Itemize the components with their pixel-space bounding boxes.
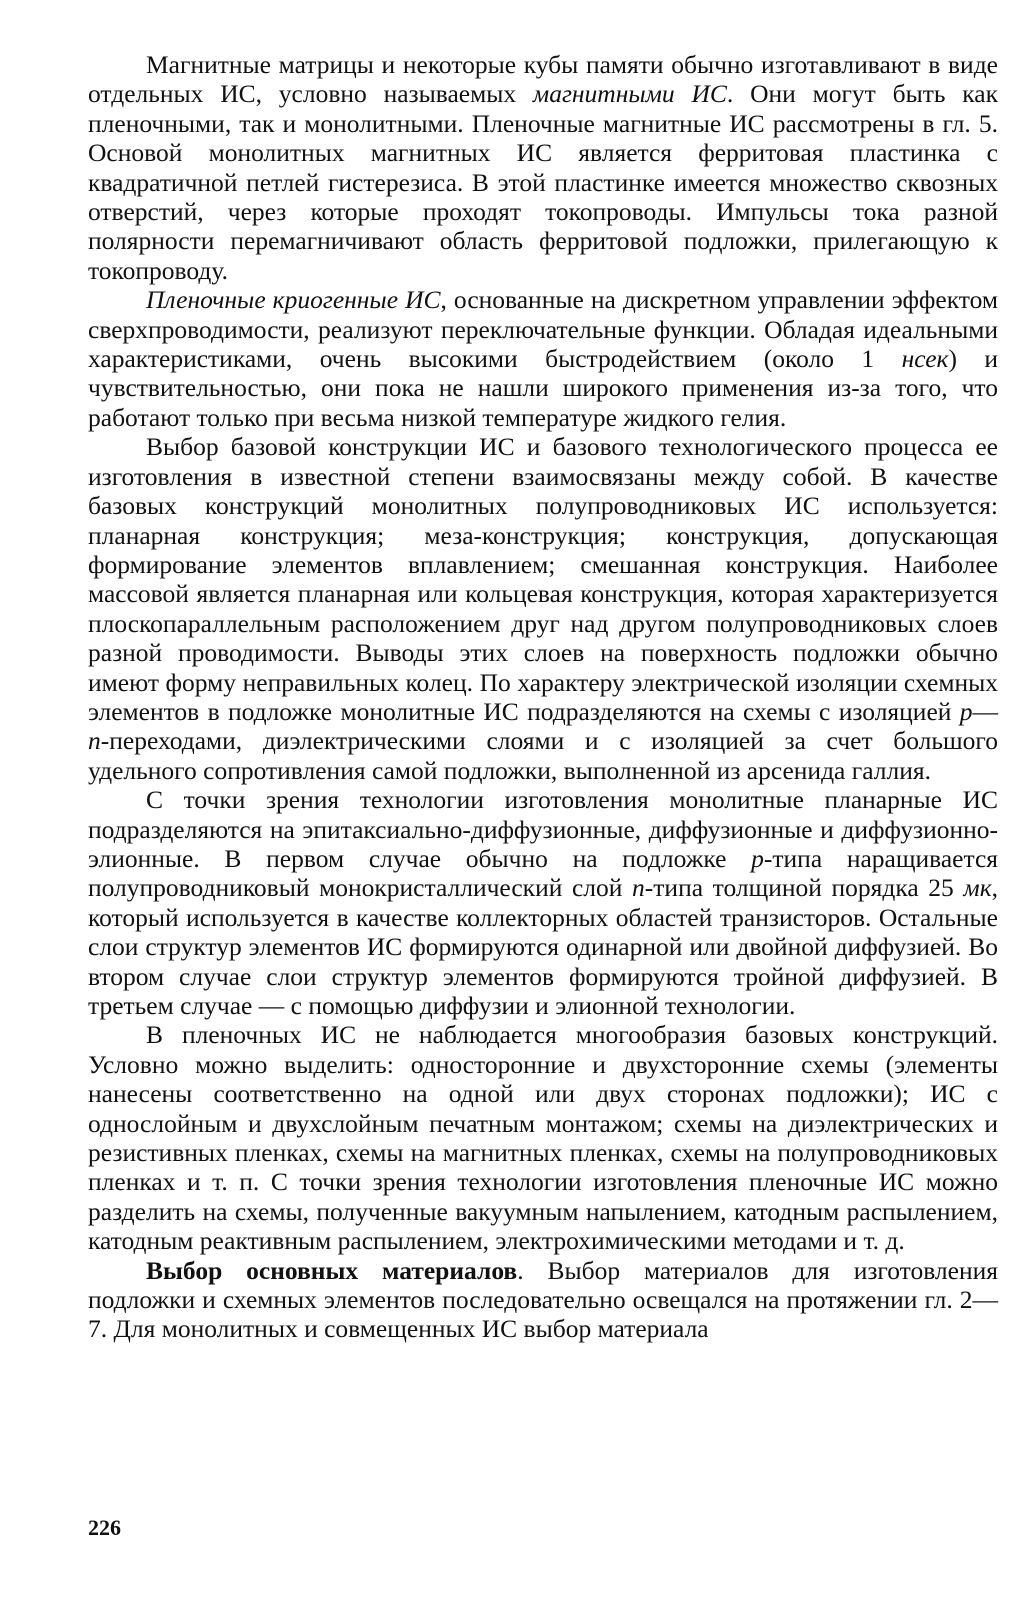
text-run: С точки зрения технологии изготовления монолитные планарные ИС подразделяются на эпитаксиально-диффузионные, диффузионные и диффузионно-элионные. В первом случае обычно на подложке xyxy=(88,785,998,873)
italic-run: n xyxy=(88,726,101,756)
text-run: ) и чувствительностью, они пока не нашли широкого применения из-за того, что работают только при весьма низкой температуре жидкого гелия. xyxy=(88,344,999,432)
paragraph-1 xyxy=(88,50,998,285)
text-run: -типа наращивается полупроводниковый монокристаллический слой xyxy=(88,843,999,903)
paragraph-5 xyxy=(88,1020,998,1255)
text-run: , основанные на дискретном управлении эффектом сверхпроводимости, реализуют переключательные функции. Обладая идеальными характеристиками, очень высокими быстродействием (около 1 xyxy=(88,285,998,374)
paragraph-3 xyxy=(88,432,998,785)
text-run: Выбор базовой конструкции ИС и базового технологического процесса ее изготовления в известной степени взаимосвязаны между собой. В качестве базовых конструкций монолитных полупроводниковых ИС используется: планарная конструкция; меза-конструкция; конструкция, допускающая формирование элементов вплавлением; смешанная конструкция. Наиболее массовой является планарная или кольцевая конструкция, которая характеризуется плоскопараллельным расположением друг над другом полупроводниковых слоев разной проводимости. Выводы этих слоев на поверхность подложки обычно имеют форму неправильных колец. По характеру электрической изоляции схемных элементов в подложке монолитные ИС подразделяются на схемы с изоляцией xyxy=(88,432,998,726)
paragraph-6 xyxy=(88,1256,998,1344)
italic-run: p xyxy=(751,843,764,873)
italic-run: нсек xyxy=(901,344,949,374)
page-body xyxy=(88,50,998,1344)
text-run: -переходами, диэлектрическими слоями и с изоляцией за счет большого удельного сопротивления самой подложки, выполненной из арсенида галлия. xyxy=(88,726,998,785)
text-run: Магнитные матрицы и некоторые кубы памяти обычно изготавливают в виде отдельных ИС, условно называемых xyxy=(88,50,998,109)
bold-run: Выбор основных материалов xyxy=(146,1255,518,1285)
text-run: — xyxy=(972,696,998,726)
paragraph-2 xyxy=(88,285,998,432)
text-run: , который используется в качестве коллекторных областей транзисторов. Остальные слои структур элементов ИС формируются одинарной или двойной диффузией. Во втором случае слои структур элементов формируются тройной диффузией. В третьем случае — с помощью диффузии и элионной технологии. xyxy=(88,873,998,1020)
text-run: -типа толщиной порядка 25 xyxy=(644,873,964,903)
text-run: . Выбор материалов для изготовления подложки и схемных элементов последовательно освещался на протяжении гл. 2—7. Для монолитных и совмещенных ИС выбор материала xyxy=(88,1255,998,1344)
italic-run: p xyxy=(959,696,973,726)
page-number: 226 xyxy=(88,1515,121,1540)
italic-run: n xyxy=(632,873,645,903)
paragraph-4 xyxy=(88,785,998,1020)
italic-run: мк xyxy=(963,873,992,903)
italic-run: Пленочные криогенные ИС xyxy=(146,285,441,315)
text-run: В пленочных ИС не наблюдается многообразия базовых конструкций. Условно можно выделить: односторонние и двухсторонние схемы (элементы нанесены соответственно на одной или двух сторонах подложки); ИС с однослойным и двухслойным печатным монтажом; схемы на диэлектрических и резистивных пленках, схемы на магнитных пленках, схемы на полупроводниковых пленках и т. п. С точки зрения технологии изготовления пленочные ИС можно разделить на схемы, полученные вакуумным напылением, катодным распылением, катодным реактивным распылением, электрохимическими методами и т. д. xyxy=(88,1020,998,1256)
italic-run: магнитными ИС xyxy=(532,79,727,109)
text-run: . Они могут быть как пленочными, так и монолитными. Пленочные магнитные ИС рассмотрены в гл. 5. Основой монолитных магнитных ИС является ферритовая пластинка с квадратичной петлей гистерезиса. В этой пластинке имеется множество сквозных отверстий, через которые проходят токопроводы. Импульсы тока разной полярности перемагничивают область ферритовой подложки, прилегающую к токопроводу. xyxy=(88,79,999,285)
